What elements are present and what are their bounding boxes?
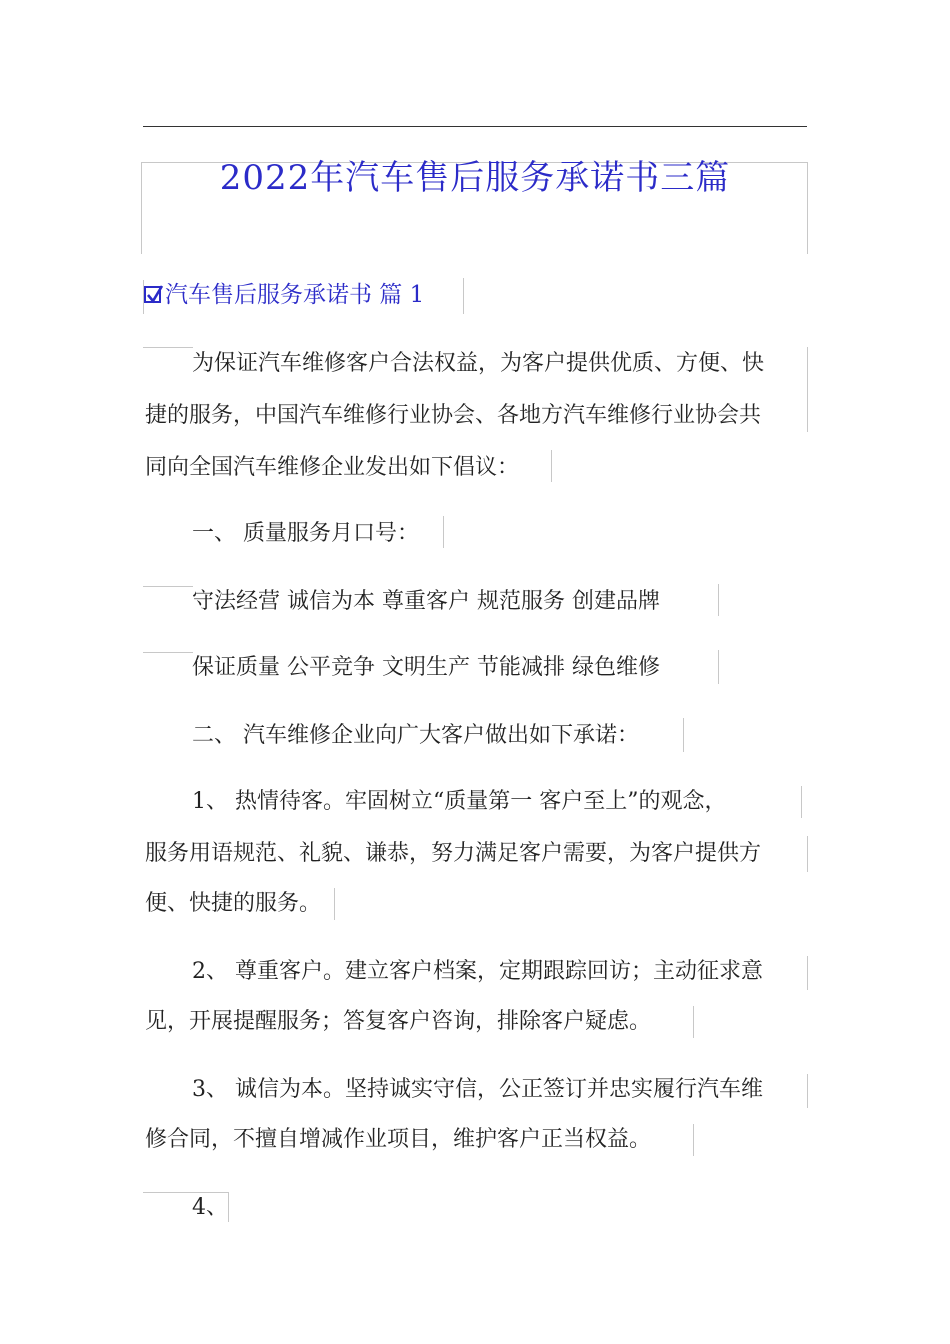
item-3-line-1: 3、 诚信为本。坚持诚实守信，公正签订并忠实履行汽车维 [192,1077,763,1102]
title-frame-right [807,162,808,254]
header-rule [143,126,807,127]
item-1-line-2: 服务用语规范、礼貌、谦恭，努力满足客户需要，为客户提供方 [145,841,762,866]
section-two-heading: 二、 汽车维修企业向广大客户做出如下承诺： [192,723,639,748]
page-title: 2022年汽车售后服务承诺书三篇 [219,158,731,198]
section-one-frame [443,516,444,548]
item-4-label: 4、 [192,1195,228,1220]
checkbox-checked-icon [144,286,161,303]
item-3-line-2: 修合同，不擅自增减作业项目，维护客户正当权益。 [145,1127,652,1152]
item-1-line-1: 1、 热情待客。牢固树立“质量第一 客户至上”的观念， [192,789,727,814]
item-3-frame-end [693,1124,694,1156]
item-1-line-3: 便、快捷的服务。 [145,891,322,916]
item-1-frame-right [801,786,802,818]
item-2-line-2: 见，开展提醒服务；答复客户咨询，排除客户疑虑。 [145,1009,652,1034]
heading-frame-right [463,278,464,314]
intro-line-1: 为保证汽车维修客户合法权益，为客户提供优质、方便、快 [192,351,765,376]
intro-frame-right [807,347,808,432]
item-3-frame-right [807,1074,808,1108]
item-4-frame-right [228,1192,229,1222]
slogan-1-frame-right [718,584,719,616]
item-1-frame-end [334,888,335,920]
title-frame-left [141,162,142,254]
item-1-frame-right-2 [807,836,808,872]
item-2-line-1: 2、 尊重客户。建立客户档案，定期跟踪回访；主动征求意 [192,959,763,984]
slogan-2-frame-right [718,650,719,684]
slogan-line-1: 守法经营 诚信为本 尊重客户 规范服务 创建品牌 [192,589,660,614]
intro-line-3: 同向全国汽车维修企业发出如下倡议： [145,455,520,480]
item-2-frame-right [807,956,808,990]
para-frame-top [143,347,193,348]
section-one-heading: 一、 质量服务月口号： [192,521,419,546]
item-2-frame-end [693,1006,694,1038]
intro-frame-end [551,450,552,482]
section-two-frame [683,718,684,752]
slogan-2-frame-top [143,652,193,653]
slogan-line-2: 保证质量 公平竞争 文明生产 节能减排 绿色维修 [192,655,660,680]
slogan-1-frame-top [143,586,193,587]
intro-line-2: 捷的服务，中国汽车维修行业协会、各地方汽车维修行业协会共 [145,403,762,428]
section-heading: 汽车售后服务承诺书 篇 1 [165,282,425,308]
